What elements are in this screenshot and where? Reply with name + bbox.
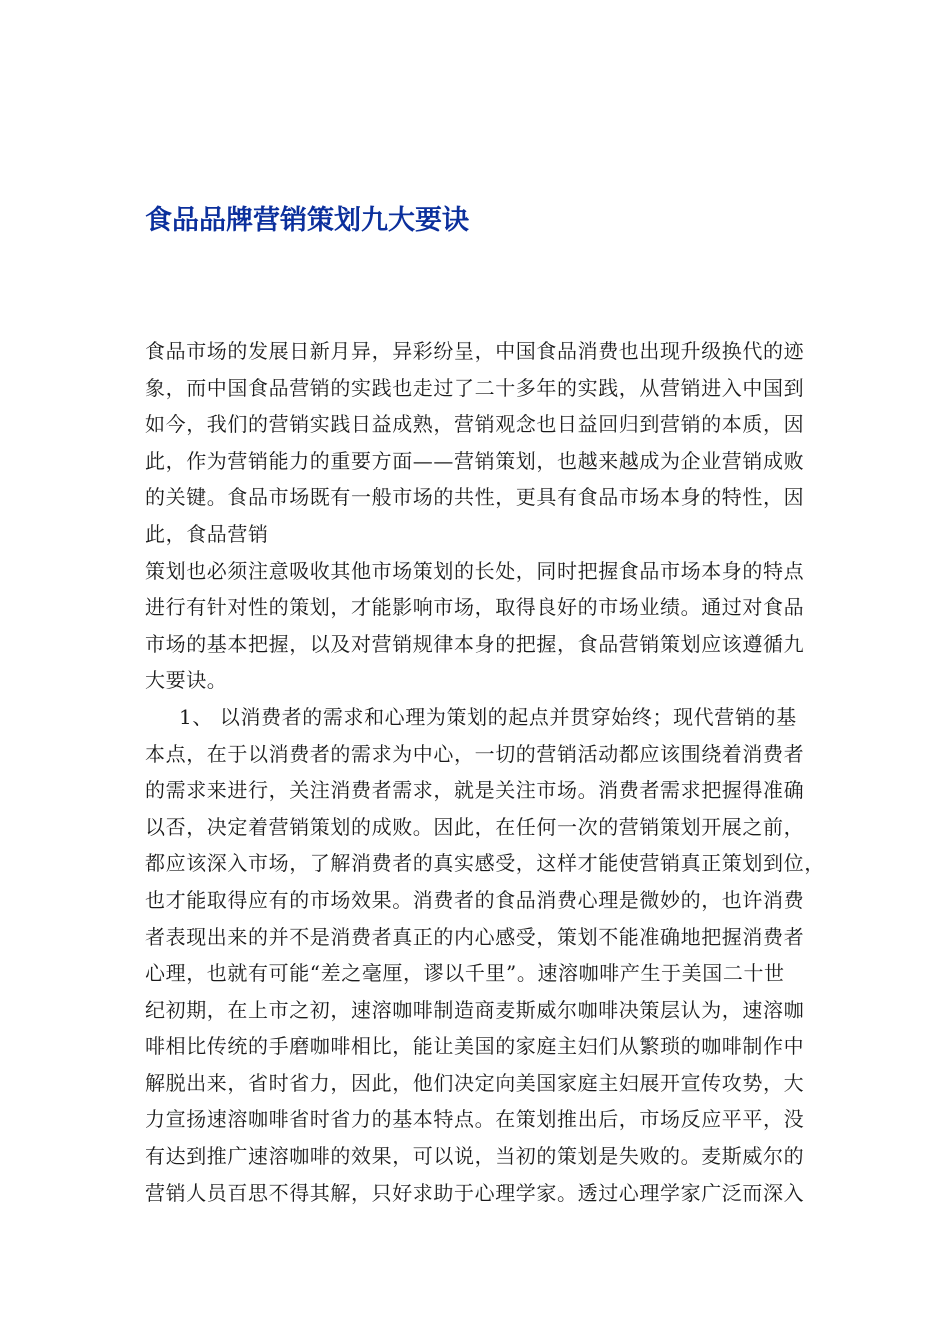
text-line: 解脱出来，省时省力，因此，他们决定向美国家庭主妇展开宣传攻势，大	[145, 1070, 805, 1095]
text-line: 市场的基本把握，以及对营销规律本身的把握，食品营销策划应该遵循九	[145, 631, 805, 656]
text-line: 如今，我们的营销实践日益成熟，营销观念也日益回归到营销的本质，因	[145, 412, 805, 437]
text-line: 营销人员百思不得其解，只好求助于心理学家。透过心理学家广泛而深入	[145, 1180, 805, 1205]
text-line: 者表现出来的并不是消费者真正的内心感受，策划不能准确地把握消费者	[145, 924, 805, 949]
text-line: 心理，也就有可能“差之毫厘，谬以千里”。速溶咖啡产生于美国二十世	[145, 961, 785, 986]
text-line: 也才能取得应有的市场效果。消费者的食品消费心理是微妙的，也许消费	[145, 887, 805, 912]
text-line: 本点，在于以消费者的需求为中心，一切的营销活动都应该围绕着消费者	[145, 741, 805, 766]
text-line: 大要诀。	[145, 668, 228, 693]
document-body	[145, 333, 865, 1211]
section-heading-line: 1、 以消费者的需求和心理为策划的起点并贯穿始终；现代营销的基	[179, 704, 797, 729]
text-line: 象，而中国食品营销的实践也走过了二十多年的实践，从营销进入中国到	[145, 375, 805, 400]
text-line: 力宣扬速溶咖啡省时省力的基本特点。在策划推出后，市场反应平平，没	[145, 1107, 805, 1132]
document-title: 食品品牌营销策划九大要诀	[145, 205, 469, 236]
text-line: 啡相比传统的手磨咖啡相比，能让美国的家庭主妇们从繁琐的咖啡制作中	[145, 1034, 805, 1059]
text-line: 此，作为营销能力的重要方面——营销策划，也越来越成为企业营销成败	[145, 448, 805, 473]
text-line: 此，食品营销	[145, 521, 269, 546]
text-line: 以否，决定着营销策划的成败。因此，在任何一次的营销策划开展之前，	[145, 814, 805, 839]
text-line: 的关键。食品市场既有一般市场的共性，更具有食品市场本身的特性，因	[145, 485, 805, 510]
text-line: 纪初期，在上市之初，速溶咖啡制造商麦斯威尔咖啡决策层认为，速溶咖	[145, 997, 805, 1022]
text-line: 都应该深入市场，了解消费者的真实感受，这样才能使营销真正策划到位，	[145, 851, 825, 876]
text-line: 策划也必须注意吸收其他市场策划的长处，同时把握食品市场本身的特点	[145, 558, 805, 583]
text-line: 进行有针对性的策划，才能影响市场，取得良好的市场业绩。通过对食品	[145, 595, 805, 620]
text-line: 的需求来进行，关注消费者需求，就是关注市场。消费者需求把握得准确	[145, 778, 805, 803]
text-line: 有达到推广速溶咖啡的效果，可以说，当初的策划是失败的。麦斯威尔的	[145, 1144, 805, 1169]
text-line: 食品市场的发展日新月异，异彩纷呈，中国食品消费也出现升级换代的迹	[145, 339, 805, 363]
